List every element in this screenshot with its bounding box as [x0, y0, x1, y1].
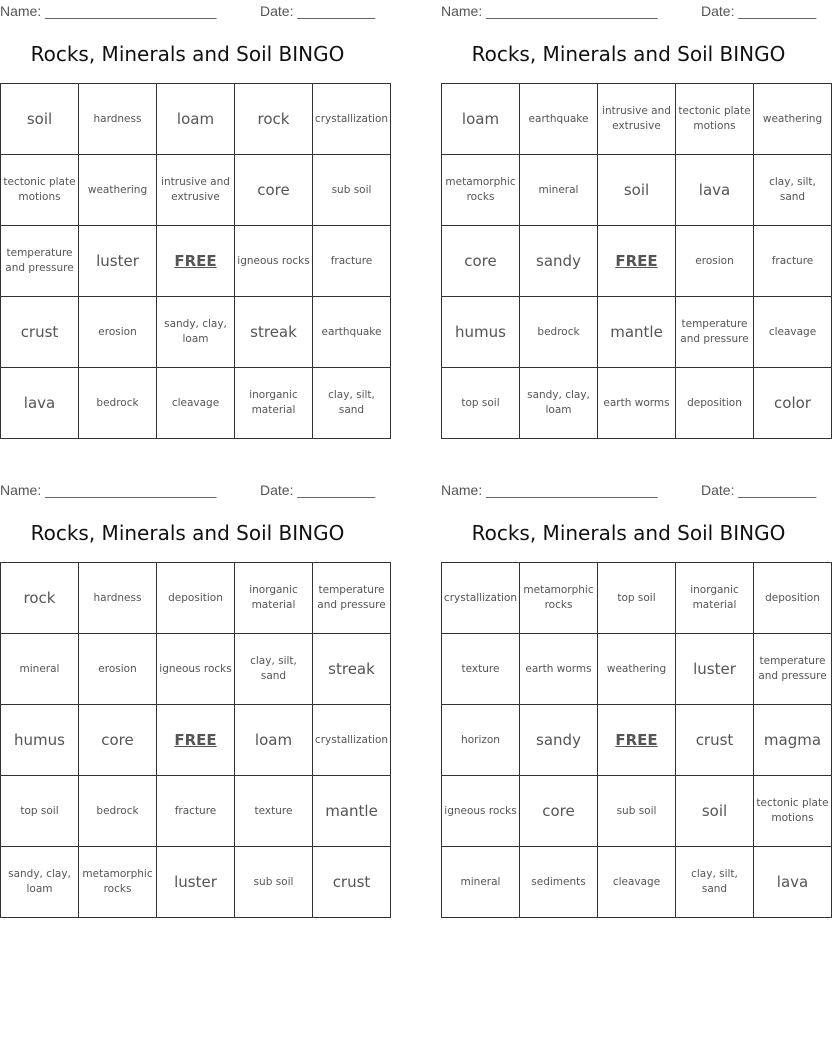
bingo-cell: sandy, clay, loam — [520, 368, 598, 439]
bingo-cell: hardness — [79, 84, 157, 155]
bingo-cell: lava — [754, 847, 832, 918]
bingo-cell: temperature and pressure — [1, 226, 79, 297]
bingo-cell: loam — [442, 84, 520, 155]
name-field-label: Name: ______________________ — [0, 3, 217, 19]
grid-row — [1, 705, 391, 776]
bingo-cell: weathering — [79, 155, 157, 226]
bingo-cell: intrusive and extrusive — [598, 84, 676, 155]
bingo-cell: weathering — [598, 634, 676, 705]
bingo-cell: core — [79, 705, 157, 776]
bingo-cell: rock — [1, 563, 79, 634]
bingo-cell: bedrock — [79, 368, 157, 439]
grid-row — [442, 155, 832, 226]
bingo-cell: sandy — [520, 226, 598, 297]
bingo-cell: horizon — [442, 705, 520, 776]
bingo-cell: soil — [1, 84, 79, 155]
grid-row — [1, 776, 391, 847]
grid-row — [1, 368, 391, 439]
bingo-cell: core — [235, 155, 313, 226]
bingo-cell: streak — [313, 634, 391, 705]
bingo-cell: sub soil — [598, 776, 676, 847]
bingo-cell: deposition — [676, 368, 754, 439]
bingo-card-1 — [0, 0, 389, 440]
grid-row — [442, 705, 832, 776]
grid-row — [442, 634, 832, 705]
bingo-cell: temperature and pressure — [313, 563, 391, 634]
bingo-cell: mantle — [598, 297, 676, 368]
bingo-cell: erosion — [676, 226, 754, 297]
bingo-cell: mineral — [520, 155, 598, 226]
bingo-cell: streak — [235, 297, 313, 368]
bingo-cell: humus — [442, 297, 520, 368]
grid-row — [442, 776, 832, 847]
bingo-cell: erosion — [79, 297, 157, 368]
bingo-cell: crust — [1, 297, 79, 368]
bingo-cell: inorganic material — [676, 563, 754, 634]
bingo-cell: lava — [676, 155, 754, 226]
bingo-cell: core — [520, 776, 598, 847]
grid-row — [442, 226, 832, 297]
grid-row — [1, 634, 391, 705]
bingo-cell: rock — [235, 84, 313, 155]
grid-row — [442, 847, 832, 918]
date-field-label: Date: __________ — [260, 3, 376, 19]
free-space-cell: FREE — [598, 705, 676, 776]
card-title: Rocks, Minerals and Soil BINGO — [471, 42, 786, 66]
bingo-grid — [441, 562, 832, 918]
date-field-label: Date: __________ — [701, 482, 817, 498]
bingo-card-4 — [441, 479, 829, 919]
bingo-cell: weathering — [754, 84, 832, 155]
bingo-cell: fracture — [754, 226, 832, 297]
card-header — [0, 3, 375, 19]
bingo-cell: bedrock — [520, 297, 598, 368]
bingo-cell: humus — [1, 705, 79, 776]
bingo-cell: cleavage — [754, 297, 832, 368]
bingo-cell: deposition — [754, 563, 832, 634]
name-field-label: Name: ______________________ — [441, 482, 658, 498]
bingo-cell: magma — [754, 705, 832, 776]
grid-row — [1, 155, 391, 226]
bingo-cell: earth worms — [520, 634, 598, 705]
grid-row — [1, 84, 391, 155]
bingo-cell: metamorphic rocks — [79, 847, 157, 918]
bingo-cell: luster — [676, 634, 754, 705]
bingo-grid — [441, 83, 832, 439]
bingo-cell: igneous rocks — [157, 634, 235, 705]
bingo-cell: crystallization — [313, 84, 391, 155]
bingo-cell: igneous rocks — [442, 776, 520, 847]
bingo-cell: earth worms — [598, 368, 676, 439]
bingo-cell: loam — [157, 84, 235, 155]
bingo-cell: texture — [442, 634, 520, 705]
bingo-cell: top soil — [1, 776, 79, 847]
bingo-cell: tectonic plate motions — [1, 155, 79, 226]
bingo-cell: clay, silt, sand — [754, 155, 832, 226]
bingo-cell: sub soil — [235, 847, 313, 918]
bingo-cell: temperature and pressure — [754, 634, 832, 705]
bingo-cell: luster — [157, 847, 235, 918]
bingo-cell: clay, silt, sand — [676, 847, 754, 918]
card-title: Rocks, Minerals and Soil BINGO — [30, 42, 345, 66]
name-field-label: Name: ______________________ — [0, 482, 217, 498]
bingo-cell: deposition — [157, 563, 235, 634]
grid-row — [442, 297, 832, 368]
name-field-label: Name: ______________________ — [441, 3, 658, 19]
date-field-label: Date: __________ — [260, 482, 376, 498]
bingo-cell: top soil — [442, 368, 520, 439]
bingo-cell: sandy — [520, 705, 598, 776]
bingo-cell: crust — [313, 847, 391, 918]
bingo-cell: cleavage — [157, 368, 235, 439]
bingo-cell: tectonic plate motions — [676, 84, 754, 155]
bingo-cell: luster — [79, 226, 157, 297]
bingo-cell: sub soil — [313, 155, 391, 226]
bingo-cell: earthquake — [313, 297, 391, 368]
bingo-cell: soil — [598, 155, 676, 226]
bingo-cell: sediments — [520, 847, 598, 918]
free-space-cell: FREE — [598, 226, 676, 297]
bingo-cell: sandy, clay, loam — [1, 847, 79, 918]
grid-row — [1, 563, 391, 634]
bingo-cell: texture — [235, 776, 313, 847]
bingo-cell: clay, silt, sand — [235, 634, 313, 705]
grid-row — [442, 84, 832, 155]
bingo-cell: metamorphic rocks — [442, 155, 520, 226]
bingo-cell: cleavage — [598, 847, 676, 918]
bingo-grid — [0, 83, 391, 439]
bingo-cell: inorganic material — [235, 368, 313, 439]
bingo-cell: top soil — [598, 563, 676, 634]
bingo-cell: mantle — [313, 776, 391, 847]
bingo-cell: mineral — [1, 634, 79, 705]
bingo-cell: hardness — [79, 563, 157, 634]
bingo-card-2 — [441, 0, 823, 440]
bingo-cell: crystallization — [442, 563, 520, 634]
bingo-cell: intrusive and extrusive — [157, 155, 235, 226]
grid-row — [1, 226, 391, 297]
bingo-cell: color — [754, 368, 832, 439]
bingo-grid — [0, 562, 391, 918]
bingo-cell: temperature and pressure — [676, 297, 754, 368]
bingo-cell: inorganic material — [235, 563, 313, 634]
bingo-cell: bedrock — [79, 776, 157, 847]
card-header — [441, 3, 816, 19]
card-title: Rocks, Minerals and Soil BINGO — [30, 521, 345, 545]
bingo-cell: metamorphic rocks — [520, 563, 598, 634]
bingo-cell: fracture — [157, 776, 235, 847]
grid-row — [1, 297, 391, 368]
bingo-cell: crust — [676, 705, 754, 776]
card-header — [0, 482, 375, 498]
bingo-cell: erosion — [79, 634, 157, 705]
bingo-cell: crystallization — [313, 705, 391, 776]
grid-row — [442, 368, 832, 439]
bingo-cell: fracture — [313, 226, 391, 297]
card-title: Rocks, Minerals and Soil BINGO — [471, 521, 786, 545]
bingo-cell: lava — [1, 368, 79, 439]
bingo-card-3 — [0, 479, 389, 919]
card-header — [441, 482, 816, 498]
bingo-cell: mineral — [442, 847, 520, 918]
bingo-cell: tectonic plate motions — [754, 776, 832, 847]
free-space-cell: FREE — [157, 226, 235, 297]
grid-row — [1, 847, 391, 918]
bingo-cell: earthquake — [520, 84, 598, 155]
bingo-cell: sandy, clay, loam — [157, 297, 235, 368]
bingo-cell: clay, silt, sand — [313, 368, 391, 439]
bingo-cell: core — [442, 226, 520, 297]
date-field-label: Date: __________ — [701, 3, 817, 19]
bingo-cell: soil — [676, 776, 754, 847]
bingo-cell: loam — [235, 705, 313, 776]
grid-row — [442, 563, 832, 634]
free-space-cell: FREE — [157, 705, 235, 776]
bingo-cell: igneous rocks — [235, 226, 313, 297]
